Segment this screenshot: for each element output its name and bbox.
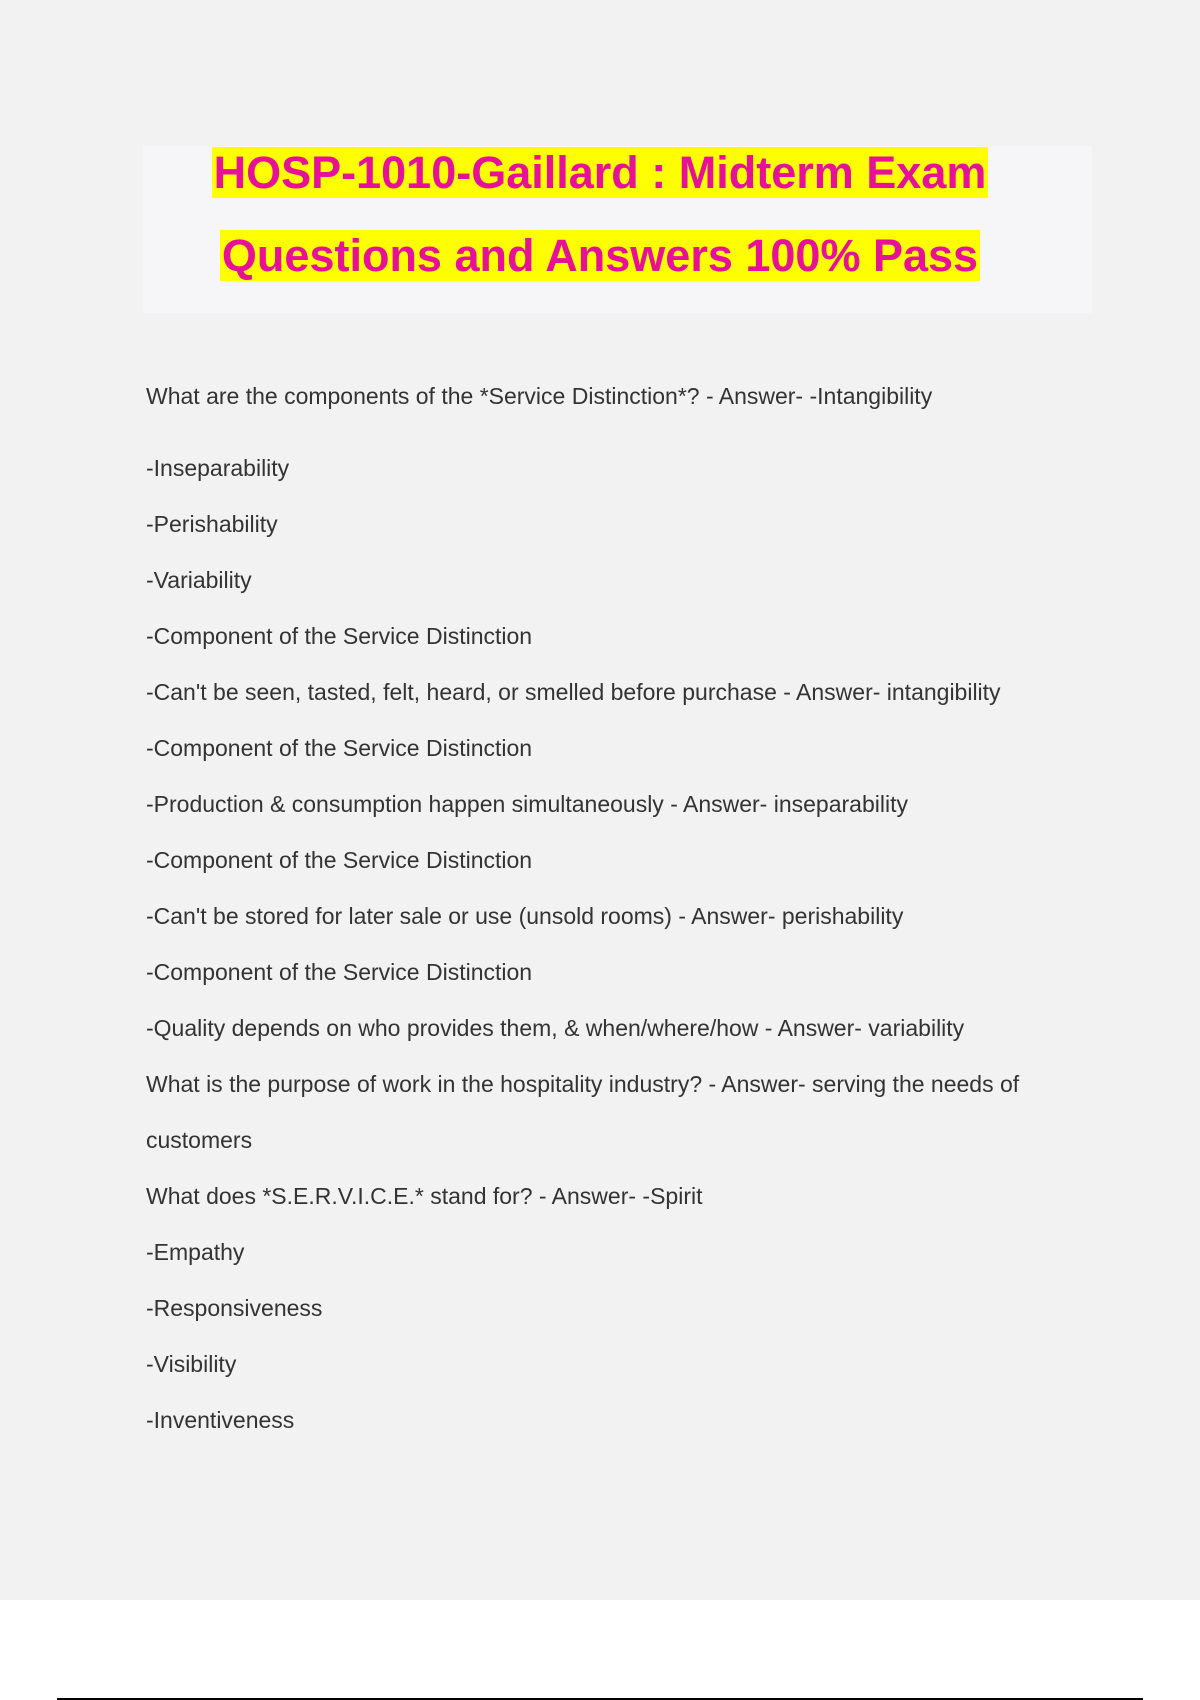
- text-line: -Perishability: [146, 511, 278, 537]
- text-line: -Responsiveness: [146, 1295, 323, 1321]
- text-line: -Quality depends on who provides them, & when/where/how - Answer- variability: [146, 1015, 965, 1041]
- text-line: What are the components of the *Service Distinction*? - Answer- -Intangibility: [146, 383, 933, 409]
- text-line: -Can't be stored for later sale or use (unsold rooms) - Answer- perishability: [146, 903, 904, 929]
- text-line: -Variability: [146, 567, 252, 593]
- text-line: -Inseparability: [146, 455, 290, 481]
- text-line: customers: [146, 1127, 253, 1153]
- text-line: -Can't be seen, tasted, felt, heard, or smelled before purchase - Answer- intangibility: [146, 679, 1001, 705]
- text-line: -Inventiveness: [146, 1407, 295, 1433]
- text-line: -Component of the Service Distinction: [146, 847, 533, 873]
- document-body: [146, 375, 1086, 1455]
- text-line: -Production & consumption happen simultaneously - Answer- inseparability: [146, 791, 908, 817]
- text-line: -Visibility: [146, 1351, 237, 1377]
- text-line: -Component of the Service Distinction: [146, 623, 533, 649]
- text-line: -Component of the Service Distinction: [146, 959, 533, 985]
- text-line: What is the purpose of work in the hospitality industry? - Answer- serving the needs of: [146, 1071, 1020, 1097]
- text-line: What does *S.E.R.V.I.C.E.* stand for? - Answer- -Spirit: [146, 1183, 703, 1209]
- text-line: -Component of the Service Distinction: [146, 735, 533, 761]
- document-title-line-2: Questions and Answers 100% Pass: [221, 230, 979, 281]
- document-title-line-1: HOSP-1010-Gaillard : Midterm Exam: [213, 147, 987, 198]
- text-line: -Empathy: [146, 1239, 245, 1265]
